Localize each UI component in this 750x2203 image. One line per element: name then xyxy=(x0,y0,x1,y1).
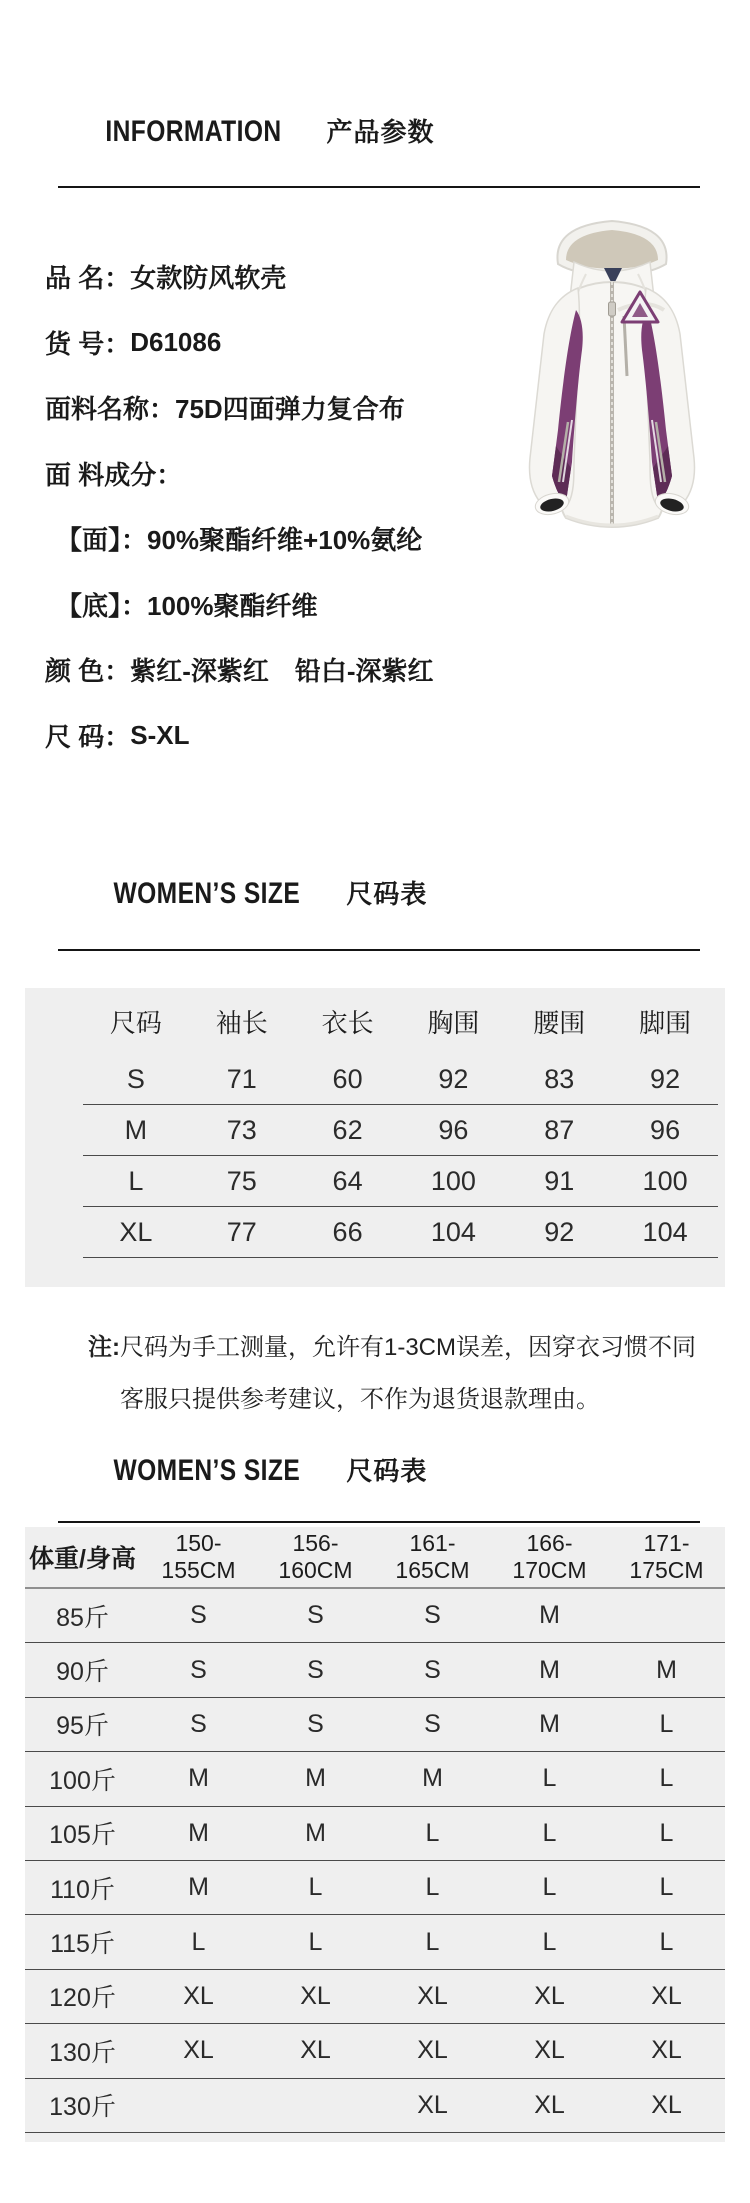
table-row xyxy=(25,1915,725,1969)
table-cell: 62 xyxy=(332,1114,363,1145)
table-cell: 92 xyxy=(650,1063,681,1094)
table-row xyxy=(83,1105,718,1156)
size-table xyxy=(25,988,725,1287)
table-cell: XL xyxy=(183,1981,214,2010)
spec-label: 货 号： xyxy=(45,328,131,359)
table-cell: 77 xyxy=(226,1216,257,1247)
table-cell: L xyxy=(308,1873,323,1902)
table-cell: S xyxy=(126,1063,145,1094)
table-cell: L xyxy=(308,1927,323,1956)
spec-value: D61086 xyxy=(130,326,222,357)
table-cell: 83 xyxy=(544,1063,575,1094)
table-cell: 92 xyxy=(544,1216,575,1247)
spec-label: 面料名称： xyxy=(45,394,176,425)
table-cell: S xyxy=(307,1709,324,1738)
table-cell: 130斤 xyxy=(49,2038,116,2067)
table-cell: 95斤 xyxy=(56,1712,109,1741)
spec-row xyxy=(45,637,434,703)
spec-value: 75D四面弹力复合布 xyxy=(175,394,405,425)
spec-value: 紫红-深紫红 铅白-深紫红 xyxy=(130,656,434,687)
table-cell: 71 xyxy=(226,1063,257,1094)
column-header: 尺码 xyxy=(109,1007,162,1038)
spec-row xyxy=(45,703,434,769)
section-heading-information xyxy=(0,112,520,149)
column-header: 171-175CM xyxy=(629,1530,704,1583)
table-row xyxy=(25,1752,725,1806)
product-spec-list xyxy=(45,244,434,768)
table-cell: XL xyxy=(417,1981,448,2010)
divider-line-3 xyxy=(58,1521,700,1523)
table-cell: XL xyxy=(651,2090,682,2119)
spec-row xyxy=(45,441,434,507)
table-cell: S xyxy=(190,1601,207,1630)
weight-table-body xyxy=(25,1589,725,2133)
table-cell: 120斤 xyxy=(49,1984,116,2013)
table-cell: L xyxy=(425,1927,440,1956)
spec-label: 颜 色： xyxy=(45,656,131,687)
table-cell: L xyxy=(542,1927,557,1956)
table-cell: S xyxy=(307,1601,324,1630)
table-cell: 104 xyxy=(430,1216,476,1247)
table-cell: XL xyxy=(183,2036,214,2065)
table-cell: L xyxy=(659,1873,674,1902)
divider-line-2 xyxy=(58,949,700,951)
heading-size-cn: 尺码表 xyxy=(346,879,428,909)
table-row xyxy=(83,1156,718,1207)
table-cell: XL xyxy=(651,1981,682,2010)
table-cell: M xyxy=(188,1764,209,1793)
table-cell: 100斤 xyxy=(49,1766,116,1795)
table-cell: 73 xyxy=(226,1114,257,1145)
table-cell: 96 xyxy=(438,1114,469,1145)
column-header: 150-155CM xyxy=(161,1530,236,1583)
table-cell: M xyxy=(656,1655,677,1684)
size-note-line2: 客服只提供参考建议，不作为退货退款理由。 xyxy=(120,1386,600,1413)
table-cell: M xyxy=(188,1818,209,1847)
table-cell: M xyxy=(305,1818,326,1847)
table-cell: XL xyxy=(417,2036,448,2065)
table-cell: 85斤 xyxy=(56,1603,109,1632)
spec-label: 【面】： xyxy=(56,525,148,556)
table-cell: M xyxy=(539,1655,560,1684)
table-cell: 110斤 xyxy=(50,1875,115,1904)
table-cell: L xyxy=(542,1818,557,1847)
column-header: 166-170CM xyxy=(512,1530,587,1583)
table-cell: 87 xyxy=(544,1114,575,1145)
divider-line-1 xyxy=(58,186,700,188)
table-cell: M xyxy=(124,1114,148,1145)
table-row xyxy=(25,1861,725,1915)
table-cell: 75 xyxy=(226,1165,257,1196)
table-cell: L xyxy=(542,1873,557,1902)
weight-height-table xyxy=(25,1527,725,2142)
section-heading-weight xyxy=(0,1451,520,1488)
table-cell: S xyxy=(307,1655,324,1684)
table-cell: 105斤 xyxy=(49,1821,116,1850)
table-cell: 96 xyxy=(650,1114,681,1145)
heading-information-en: INFORMATION xyxy=(104,115,282,148)
spec-value: S-XL xyxy=(130,719,190,750)
spec-value: 90%聚酯纤维+10%氨纶 xyxy=(147,525,423,556)
table-row xyxy=(83,1054,718,1105)
spec-label: 品 名： xyxy=(45,263,131,294)
spec-row xyxy=(45,506,434,572)
table-cell: M xyxy=(539,1709,560,1738)
weight-table-header-row xyxy=(25,1527,725,1589)
spec-label: 尺 码： xyxy=(45,721,131,752)
table-cell: S xyxy=(190,1709,207,1738)
product-photo-jacket xyxy=(486,210,738,542)
table-cell: L xyxy=(542,1764,557,1793)
table-row xyxy=(25,1807,725,1861)
table-cell: S xyxy=(190,1655,207,1684)
table-cell: L xyxy=(659,1818,674,1847)
table-cell: L xyxy=(659,1927,674,1956)
spec-row xyxy=(45,375,434,441)
table-cell: XL xyxy=(651,2036,682,2065)
table-row xyxy=(25,2079,725,2133)
table-row xyxy=(25,1970,725,2024)
table-cell: S xyxy=(424,1655,441,1684)
table-cell: 100 xyxy=(430,1165,476,1196)
column-header: 156-160CM xyxy=(278,1530,353,1583)
table-cell: S xyxy=(424,1601,441,1630)
size-note xyxy=(88,1322,696,1426)
table-cell: L xyxy=(425,1873,440,1902)
size-table-header-row xyxy=(83,988,718,1054)
table-cell: 91 xyxy=(544,1165,575,1196)
column-header: 腰围 xyxy=(533,1007,586,1038)
table-cell: M xyxy=(422,1764,443,1793)
spec-row xyxy=(45,572,434,638)
table-cell: XL xyxy=(534,2090,565,2119)
table-row xyxy=(83,1207,718,1258)
heading-weight-en: WOMEN’S SIZE xyxy=(113,1454,300,1487)
table-cell: L xyxy=(425,1818,440,1847)
table-cell: 90斤 xyxy=(56,1658,109,1687)
table-cell: 130斤 xyxy=(49,2093,116,2122)
column-header: 衣长 xyxy=(321,1007,374,1038)
table-cell: M xyxy=(188,1873,209,1902)
table-row xyxy=(25,1698,725,1752)
jacket-zipper-pull xyxy=(609,302,616,316)
table-cell: 104 xyxy=(642,1216,688,1247)
spec-row xyxy=(45,244,434,310)
table-row xyxy=(25,1589,725,1643)
section-heading-size xyxy=(0,874,520,911)
heading-weight-cn: 尺码表 xyxy=(346,1456,428,1486)
column-header: 161-165CM xyxy=(395,1530,470,1583)
size-note-text xyxy=(120,1322,696,1426)
table-cell: M xyxy=(305,1764,326,1793)
table-cell: XL xyxy=(119,1216,153,1247)
spec-row xyxy=(45,310,434,376)
column-header: 胸围 xyxy=(427,1007,480,1038)
size-table-body xyxy=(83,1054,718,1258)
heading-information-cn: 产品参数 xyxy=(326,117,435,147)
table-cell: S xyxy=(424,1709,441,1738)
spec-value: 女款防风软壳 xyxy=(130,263,287,294)
table-row xyxy=(25,2024,725,2078)
table-cell: L xyxy=(659,1764,674,1793)
table-cell: 64 xyxy=(332,1165,363,1196)
table-cell: 100 xyxy=(642,1165,688,1196)
table-cell: XL xyxy=(300,2036,331,2065)
table-cell: XL xyxy=(534,1981,565,2010)
table-cell: XL xyxy=(300,1981,331,2010)
table-cell: 66 xyxy=(332,1216,363,1247)
table-cell: XL xyxy=(417,2090,448,2119)
table-cell: L xyxy=(128,1165,144,1196)
table-cell: 92 xyxy=(438,1063,469,1094)
column-header: 体重/身高 xyxy=(29,1545,136,1573)
heading-size-en: WOMEN’S SIZE xyxy=(113,877,300,910)
table-row xyxy=(25,1643,725,1697)
column-header: 脚围 xyxy=(639,1007,692,1038)
size-note-line1: 尺码为手工测量，允许有1-3CM误差，因穿衣习惯不同 xyxy=(120,1334,697,1361)
table-cell: 115斤 xyxy=(50,1930,115,1959)
size-note-label: 注: xyxy=(88,1334,120,1361)
table-cell: 60 xyxy=(332,1063,363,1094)
column-header: 袖长 xyxy=(215,1007,268,1038)
spec-label: 面 料成分： xyxy=(45,459,183,490)
spec-label: 【底】： xyxy=(56,590,148,621)
table-cell: L xyxy=(191,1927,206,1956)
spec-value: 100%聚酯纤维 xyxy=(147,590,318,621)
table-cell: XL xyxy=(534,2036,565,2065)
table-cell: L xyxy=(659,1709,674,1738)
table-cell: M xyxy=(539,1601,560,1630)
